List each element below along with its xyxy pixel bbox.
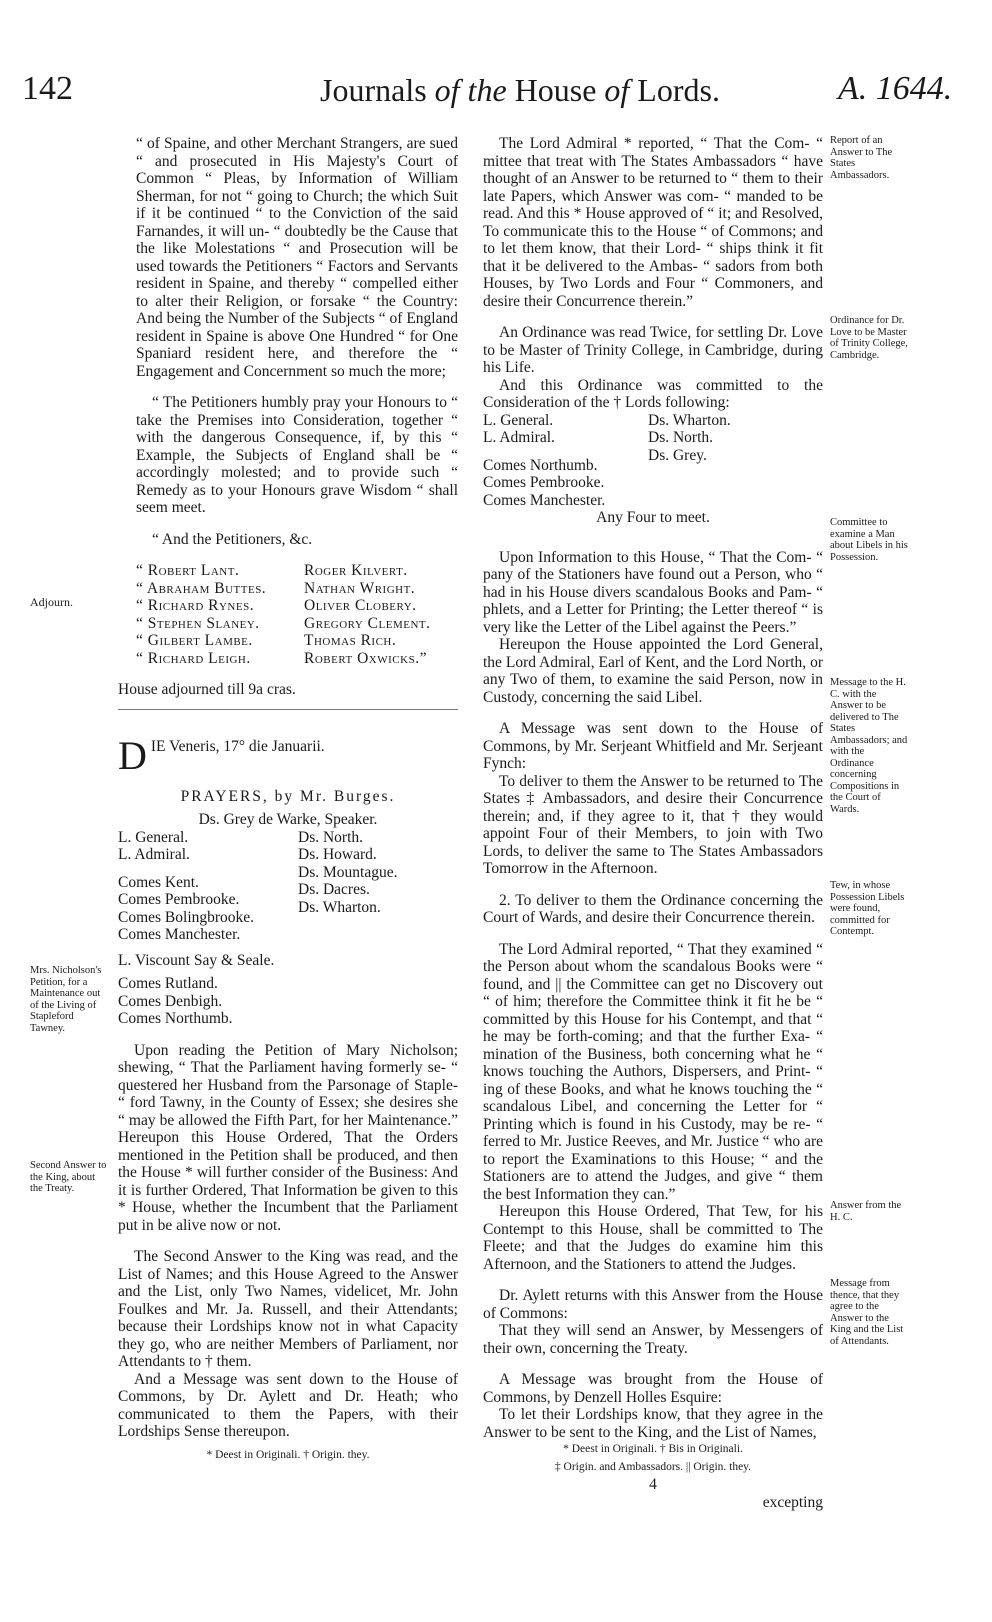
lord: Comes Kent.	[118, 873, 199, 891]
spacer	[483, 878, 823, 892]
running-header	[0, 70, 992, 130]
name: “ Robert Lant.	[136, 562, 240, 579]
petitioners-closing: “ And the Petitioners, &c.	[152, 530, 313, 548]
spacer	[118, 517, 458, 531]
signature-mark: 4	[649, 1476, 657, 1493]
deliver-2: 2. To deliver to them the Ordinance concerning the Court of Wards, and desire their Concurrence therein.	[483, 891, 823, 926]
comm-col-b	[648, 412, 731, 510]
lords-col-a	[118, 829, 298, 944]
name: Robert Oxwicks.”	[304, 649, 427, 667]
nicholson-entry: Upon reading the Petition of Mary Nicholson; shewing, “ That the Parliament having formerly se- “ questered her Husband from the Parsonage of Staple- “ ford Tawny, in the County of Essex; she desires she “ may be allowed the Fifth Part, for her Maintenance.” Hereupon this House Ordered, That the Orders mentioned in the Petition shall be produced, and then the House * will further consider of the Business: And it is further Ordered, That Information be given to this * House, whether the Incumbent that the Parliament put in be alive now or not.	[118, 1041, 458, 1234]
spacer	[118, 1234, 458, 1248]
spacer	[118, 548, 458, 562]
footnote-right-1: * Deest in Originali. † Bis in Originali.	[563, 1443, 743, 1455]
examined-entry: The Lord Admiral reported, “ That they examined “ the Person about whom the scandalous Books were “ found, and || the Committee can get no Discovery out “ of him; therefore the Committee think it fit he be “ committed by this House for his Contempt, and that “ he may be forth-coming; and that the further Exa- “ mination of the Business, both concerning what he “ knows touching the Authors, Dispersers, and Print- “ ing of these Books, and what he knows touching the “ scandalous Libel, and concerning the Letter for “ Printing which is found in his Custody, may be re- “ ferred to Mr. Justice Reeves, and Mr. Justice “ who are to report the Examinations to this House; “ and the Stationers are to attend the Judges, and give “ them the best Information they can.”	[483, 940, 823, 1203]
spacer	[483, 527, 823, 549]
lord: Ds. Wharton.	[648, 411, 731, 429]
names-col-b	[304, 562, 431, 667]
margin-note-tew: Tew, in whose Possession Libels were found, committed for Contempt.	[830, 880, 905, 937]
aylett-entry: Dr. Aylett returns with this Answer from the House of Commons:	[483, 1287, 823, 1322]
margin-note-adjourn: Adjourn.	[30, 595, 73, 609]
name: Gregory Clement.	[304, 614, 431, 632]
title-of-2: of	[604, 72, 630, 108]
spacer	[118, 720, 458, 738]
lord: Comes Northumb.	[483, 456, 598, 474]
margin-note-committee: Committee to examine a Man about Libels in his Possession.	[830, 517, 908, 563]
lord: Comes Pembrooke.	[118, 891, 240, 908]
name: “ Stephen Slaney.	[136, 614, 260, 632]
name: “ Richard Leigh.	[136, 649, 251, 667]
title-lords: Lords.	[637, 72, 720, 108]
lord	[483, 447, 648, 457]
holles-entry: A Message was brought from the House of Commons, by Denzell Holles Esquire:	[483, 1371, 823, 1406]
title-journals: Journals	[320, 72, 427, 108]
footnote-right-2: ‡ Origin. and Ambassadors. || Origin. they.	[554, 1460, 752, 1473]
lord: L. General.	[118, 828, 189, 846]
lords-col-c	[118, 975, 458, 1028]
die-text: IE Veneris, 17° die Januarii.	[150, 737, 325, 755]
lord: Comes Pembrooke.	[483, 474, 605, 491]
margin-note-answer-from: Answer from the H. C.	[830, 1200, 902, 1223]
name: Roger Kilvert.	[304, 562, 408, 579]
names-col-a	[118, 562, 304, 667]
left-column	[118, 135, 458, 1464]
lord: Ds. Wharton.	[298, 898, 381, 916]
lord: Ds. Mountague.	[298, 863, 398, 881]
lord: Ds. North.	[648, 429, 714, 446]
lord: Comes Denbigh.	[118, 992, 223, 1010]
viscount: L. Viscount Say & Seale.	[118, 951, 275, 969]
spacer	[483, 1273, 823, 1287]
lord	[118, 864, 298, 874]
running-title	[320, 72, 720, 109]
spacer	[483, 706, 823, 720]
title-the: the	[467, 72, 507, 108]
margin-note-report: Report of an Answer to The States Ambassadors.	[830, 135, 893, 181]
name: “ Gilbert Lambe.	[136, 632, 253, 649]
year: A. 1644.	[838, 70, 953, 107]
lord: Comes Manchester.	[118, 926, 241, 943]
page-number: 142	[22, 70, 73, 107]
speaker: Ds. Grey de Warke, Speaker.	[198, 811, 378, 828]
tew-entry: Hereupon this House Ordered, That Tew, for his Contempt to this House, shall be committed to The Fleete; and that the Judges do examine him this Afternoon, and the Stationers to attend the Judges.	[483, 1203, 823, 1273]
spacer	[118, 380, 458, 394]
lord: L. General.	[483, 411, 554, 429]
lord: L. Admiral.	[118, 846, 190, 863]
lord: L. Admiral.	[483, 429, 555, 446]
prayers: PRAYERS, by Mr. Burges.	[180, 787, 396, 805]
report-entry: The Lord Admiral * reported, “ That the Com- “ mittee that treat with The States Ambassadors “ have thought of an Answer to be returned to “ them to their late Papers, which Answer was com- “ manded to be read. And this * House approved of “ it; and Resolved, To communicate this to the House “ of Commons; and to let them know, that their Lord- “ ships think it fit that it be delivered to the Ambas- “ sadors from both Houses, by Two Lords and Four “ Commoners, and desire their Concurrence therein.”	[483, 135, 823, 310]
second-answer-entry: The Second Answer to the King was read, and the List of Names; and this House Agreed to the Answer and the List, only Two Names, videlicet, Mr. John Foulkes and Mr. Ja. Russell, and their Attendants; because their Lordships know not in what Capacity they go, who are neither Members of Parliament, nor Attendants to † them.	[118, 1248, 458, 1370]
lords-col-b	[298, 829, 397, 944]
title-house: House	[514, 72, 597, 108]
lord: Ds. Howard.	[298, 846, 377, 863]
committed-entry: And this Ordinance was committed to the Consideration of the † Lords following:	[483, 376, 823, 411]
lord: Comes Northumb.	[118, 1010, 233, 1027]
spacer	[483, 310, 823, 324]
margin-note-nicholson: Mrs. Nicholson's Petition, for a Maintenance out of the Living of Stapleford Tawney.	[30, 965, 102, 1034]
spacer	[483, 1357, 823, 1371]
lord: Ds. Grey.	[648, 446, 707, 464]
petitioner-names	[118, 562, 458, 667]
title-of: of	[434, 72, 460, 108]
appointed-entry: Hereupon the House appointed the Lord General, the Lord Admiral, Earl of Kent, and the Lord North, or any Two of them, to examine the said Person, now in Custody, concerning the said Libel.	[483, 636, 823, 706]
margin-note-ordinance: Ordinance for Dr. Love to be Master of Trinity College, Cambridge.	[830, 315, 908, 361]
name: “ Abraham Buttes.	[136, 579, 267, 597]
stationers-entry: Upon Information to this House, “ That the Com- “ pany of the Stationers have found out a Person, who “ had in his House divers scandalous Books and Pam- “ phlets, and a Letter for Printing; the Letter thereof “ is very like the Letter of the Libel against the Peers.”	[483, 548, 823, 636]
petition-text: “ of Spaine, and other Merchant Strangers, are sued “ and prosecuted in His Majesty's Court of Common “ Pleas, by Information of William Sherman, for not “ going to Church; the which Suit if it be continued “ to the Conviction of the said Farnandes, it will un- “ doubtedly be the Cause that the like Molestations “ and Prosecution will be used towards the Petitioners “ Factors and Servants resident in Spaine, and thereby “ compelled either to alter their Religion, or forsake “ the Country: And being the Number of the Subjects “ of England resident in Spaine is above One Hundred “ for One Spaniard resident here, and therefore the “ Engagement and Concernment so much the more;	[136, 135, 458, 380]
comm-col-a	[483, 412, 648, 510]
lords-present	[118, 829, 458, 944]
footnote-left: * Deest in Originali. † Origin. they.	[206, 1448, 370, 1461]
lord: Ds. Dacres.	[298, 881, 370, 898]
ordinance-entry: An Ordinance was read Twice, for settling Dr. Love to be Master of Trinity College, in Cambridge, during his Life.	[483, 324, 823, 376]
die-heading	[118, 732, 458, 778]
drop-cap: D	[118, 732, 147, 778]
spacer	[118, 944, 458, 952]
right-column	[483, 135, 823, 1511]
petition-prayer: “ The Petitioners humbly pray your Honours to “ take the Premises into Consideration, together “ with the dangerous Consequence, if, by this “ Example, the Subjects of England shall be “ accordingly molested; and to provide such “ Remedy as to your Honours grave Wisdom “ shall seem meet.	[136, 394, 458, 516]
lord: Comes Bolingbrooke.	[118, 908, 255, 926]
name: Thomas Rich.	[304, 632, 397, 649]
agree-entry: To let their Lordships know, that they agree in the Answer to be sent to the King, and the List of Names,	[483, 1406, 823, 1441]
margin-note-second-answer: Second Answer to the King, about the Treaty.	[30, 1160, 107, 1194]
divider	[118, 709, 458, 710]
margin-note-message-from: Message from thence, that they agree to the Answer to the King and the List of Attendants.	[830, 1278, 904, 1347]
name: Oliver Clobery.	[304, 597, 417, 614]
message-commons-entry: A Message was sent down to the House of Commons, by Mr. Serjeant Whitfield and Mr. Serjeant Fynch:	[483, 720, 823, 772]
margin-note-message: Message to the H. C. with the Answer to be delivered to The States Ambassadors; and with the Ordinance concerning Compositions in the Court of Wards.	[830, 677, 908, 815]
committee-lords	[483, 412, 823, 510]
spacer	[118, 776, 458, 788]
any-four: Any Four to meet.	[596, 509, 710, 526]
lord: Comes Manchester.	[483, 491, 606, 509]
lord: Comes Rutland.	[118, 975, 218, 992]
spacer	[118, 1028, 458, 1042]
deliver-1: To deliver to them the Answer to be returned to The States ‡ Ambassadors, and desire their Concurrence therein; and, if they agree to it, that † they would appoint Four of their Members, to join with Two Lords, to deliver the same to The States Ambassadors Tomorrow in the Afternoon.	[483, 772, 823, 877]
spacer	[483, 927, 823, 941]
spacer	[118, 667, 458, 681]
message-sent-entry: And a Message was sent down to the House of Commons, by Dr. Aylett and Dr. Heath; who communicated to them the Papers, with their Lordships Sense thereupon.	[118, 1370, 458, 1440]
adjourn-text: House adjourned till 9a cras.	[118, 681, 296, 698]
name: Nathan Wright.	[304, 579, 416, 597]
catchword: excepting	[762, 1493, 823, 1511]
lord: Ds. North.	[298, 828, 364, 846]
name: “ Richard Rynes.	[136, 597, 255, 614]
answer-entry: That they will send an Answer, by Messengers of their own, concerning the Treaty.	[483, 1322, 823, 1357]
